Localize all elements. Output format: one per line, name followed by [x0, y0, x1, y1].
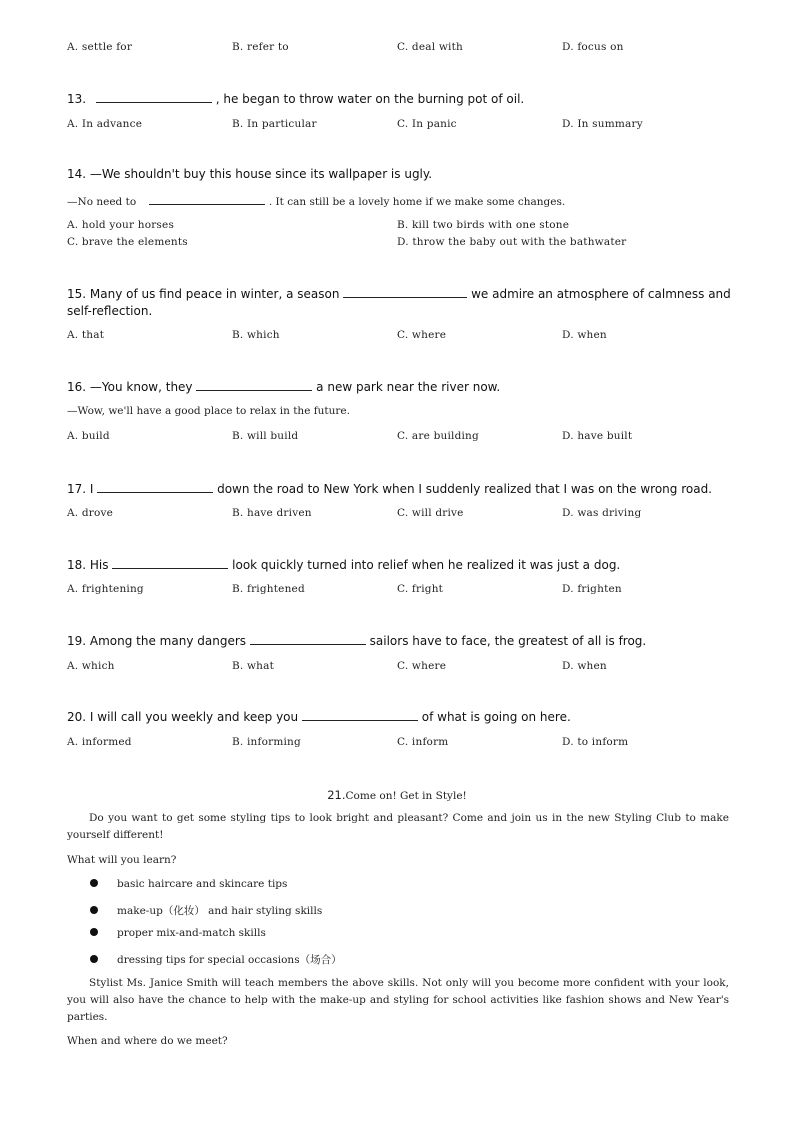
q19-options	[67, 660, 747, 674]
q17-options	[67, 507, 747, 521]
q20-option-a[interactable]: A. informed	[67, 736, 132, 748]
q17-option-c[interactable]: C. will drive	[397, 507, 464, 519]
q16-options	[67, 430, 747, 444]
q16-option-d[interactable]: D. have built	[562, 430, 633, 442]
bullet-item	[90, 952, 342, 967]
q12-option-c[interactable]: C. deal with	[397, 41, 463, 53]
q20-suffix: of what is going on here.	[417, 710, 571, 724]
q15-blank[interactable]	[343, 285, 467, 298]
q13-option-c[interactable]: C. In panic	[397, 118, 457, 130]
q15-option-c[interactable]: C. where	[397, 329, 447, 341]
bullet-item	[90, 903, 322, 918]
q13-option-d[interactable]: D. In summary	[562, 118, 643, 130]
q13-suffix: , he began to throw water on the burning pot of oil.	[211, 92, 525, 106]
q14-option-b[interactable]: B. kill two birds with one stone	[397, 219, 570, 231]
bullet-dot-icon	[90, 906, 98, 914]
q18-options	[67, 583, 747, 597]
q17-option-d[interactable]: D. was driving	[562, 507, 642, 519]
bullet-text: proper mix-and-match skills	[117, 927, 266, 939]
q14-options-row2	[67, 236, 747, 250]
bullet-item	[90, 878, 287, 890]
q16-suffix: a new park near the river now.	[312, 380, 501, 394]
q19-option-d[interactable]: D. when	[562, 660, 607, 672]
q16-blank[interactable]	[196, 378, 312, 391]
q16-stem	[67, 378, 732, 396]
meet-heading: When and where do we meet?	[67, 1035, 228, 1047]
passage-title	[0, 788, 794, 802]
q20-stem	[67, 708, 732, 726]
q19-option-b[interactable]: B. what	[232, 660, 275, 672]
q16-option-a[interactable]: A. build	[67, 430, 110, 442]
q14-response	[67, 194, 565, 208]
passage-title-number: 21.	[327, 788, 346, 802]
bullet-dot-icon	[90, 928, 98, 936]
q14-response-prefix: —No need to	[67, 196, 140, 208]
q16-prefix: 16. —You know, they	[67, 380, 197, 394]
q17-blank[interactable]	[97, 480, 213, 493]
q15-stem	[67, 285, 732, 320]
q13-stem	[67, 90, 732, 108]
q18-option-a[interactable]: A. frightening	[67, 583, 144, 595]
q19-stem	[67, 632, 732, 650]
q14-option-a[interactable]: A. hold your horses	[67, 219, 175, 231]
q14-options-row1	[67, 219, 747, 233]
q20-option-d[interactable]: D. to inform	[562, 736, 629, 748]
q17-stem	[67, 480, 732, 498]
q20-blank[interactable]	[302, 708, 418, 721]
q18-option-c[interactable]: C. fright	[397, 583, 444, 595]
q15-options	[67, 329, 747, 343]
q19-option-a[interactable]: A. which	[67, 660, 115, 672]
q13-blank[interactable]	[96, 90, 212, 103]
bullet-text: make-up（化妆） and hair styling skills	[117, 905, 323, 917]
q12-option-d[interactable]: D. focus on	[562, 41, 624, 53]
q20-option-b[interactable]: B. informing	[232, 736, 301, 748]
bullet-dot-icon	[90, 955, 98, 963]
q15-prefix: 15. Many of us find peace in winter, a season	[67, 287, 344, 301]
q13-option-a[interactable]: A. In advance	[67, 118, 143, 130]
q18-option-d[interactable]: D. frighten	[562, 583, 622, 595]
bullet-dot-icon	[90, 879, 98, 887]
q19-prefix: 19. Among the many dangers	[67, 634, 250, 648]
q15-option-d[interactable]: D. when	[562, 329, 607, 341]
bullet-text: dressing tips for special occasions（场合）	[117, 954, 342, 966]
q17-suffix: down the road to New York when I suddenly realized that I was on the wrong road.	[213, 482, 712, 496]
q20-option-c[interactable]: C. inform	[397, 736, 449, 748]
q18-option-b[interactable]: B. frightened	[232, 583, 305, 595]
q19-blank[interactable]	[250, 632, 366, 645]
q18-prefix: 18. His	[67, 558, 113, 572]
q15-option-b[interactable]: B. which	[232, 329, 280, 341]
q12-option-b[interactable]: B. refer to	[232, 41, 289, 53]
q20-options	[67, 736, 747, 750]
bullet-item	[90, 927, 266, 939]
q16-response: —Wow, we'll have a good place to relax in the future.	[67, 405, 350, 417]
q12-option-a[interactable]: A. settle for	[67, 41, 133, 53]
q17-prefix: 17. I	[67, 482, 98, 496]
q15-option-a[interactable]: A. that	[67, 329, 105, 341]
q19-option-c[interactable]: C. where	[397, 660, 447, 672]
passage-stylist: Stylist Ms. Janice Smith will teach members the above skills. Not only will you become more confident with your look, you will also have the chance to help with the make-up and styling for school activities like fashion shows and New Year's parties.	[67, 977, 729, 1023]
q19-suffix: sailors have to face, the greatest of all is frog.	[365, 634, 647, 648]
q15-suffix: we admire an atmosphere of calmness and self-reflection.	[67, 287, 731, 318]
q17-option-a[interactable]: A. drove	[67, 507, 114, 519]
q16-option-c[interactable]: C. are building	[397, 430, 479, 442]
q14-stem: 14. —We shouldn't buy this house since its wallpaper is ugly.	[67, 167, 433, 181]
q13-option-b[interactable]: B. In particular	[232, 118, 317, 130]
q18-stem	[67, 556, 732, 574]
passage-intro: Do you want to get some styling tips to look bright and pleasant? Come and join us in the new Styling Club to make yourself different!	[67, 812, 729, 841]
q14-response-suffix: . It can still be a lovely home if we make some changes.	[265, 196, 566, 208]
q16-option-b[interactable]: B. will build	[232, 430, 299, 442]
learn-heading: What will you learn?	[67, 854, 177, 866]
q13-prefix: 13.	[67, 92, 90, 106]
q17-option-b[interactable]: B. have driven	[232, 507, 312, 519]
q14-blank[interactable]	[149, 194, 265, 205]
q18-suffix: look quickly turned into relief when he realized it was just a dog.	[228, 558, 621, 572]
q20-prefix: 20. I will call you weekly and keep you	[67, 710, 302, 724]
passage-title-text: Come on! Get in Style!	[345, 790, 467, 802]
q14-option-c[interactable]: C. brave the elements	[67, 236, 188, 248]
q14-option-d[interactable]: D. throw the baby out with the bathwater	[397, 236, 627, 248]
q12-options	[67, 41, 747, 55]
q18-blank[interactable]	[112, 556, 228, 569]
q13-options	[67, 118, 747, 132]
bullet-text: basic haircare and skincare tips	[117, 878, 288, 890]
